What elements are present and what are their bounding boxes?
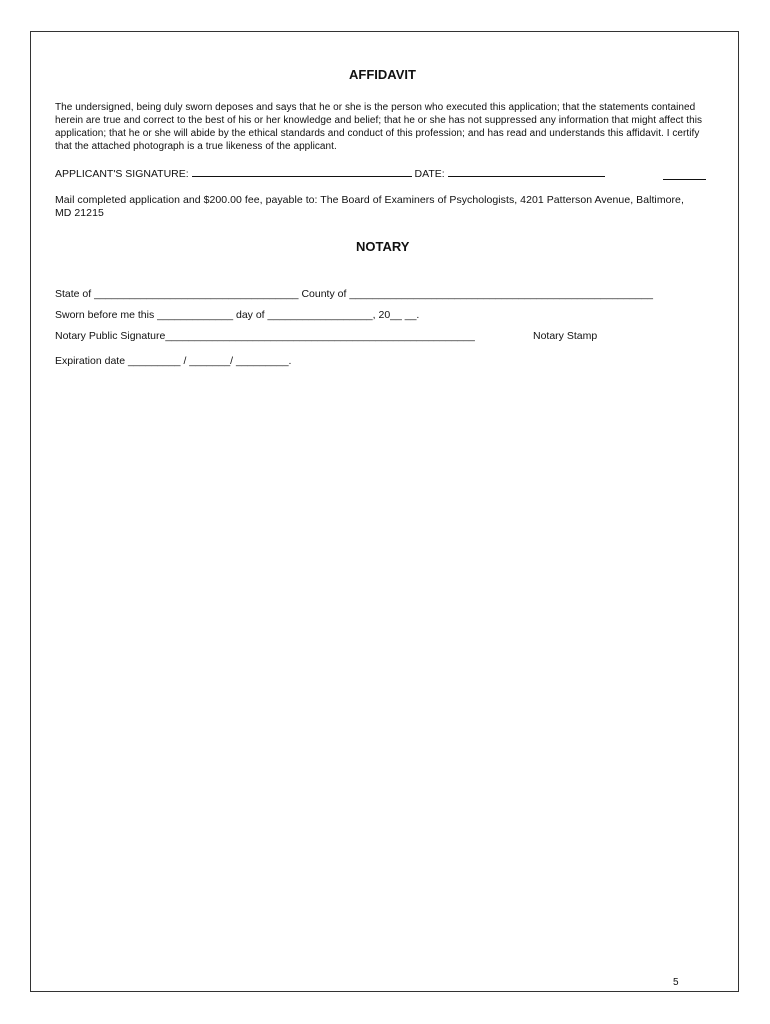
- notary-signature-label: Notary Public Signature: [55, 330, 166, 342]
- day-of-label: day of: [235, 309, 265, 321]
- expiration-field[interactable]: _________ / _______/ _________.: [127, 355, 292, 367]
- page-number: 5: [673, 977, 679, 988]
- expiration-row: [55, 355, 291, 367]
- affidavit-body: The undersigned, being duly sworn deposes and says that he or she is the person who executed this application; that the statements contained herein are true and correct to the best of his or her knowledge and belief; that he or she has not suppressed any information that might affect this application; that he or she will abide by the ethical standards and conduct of this profession; and has read and understands this affidavit. I certify that the attached photograph is a true likeness of the applicant.: [55, 102, 703, 152]
- notary-signature-field[interactable]: _____________________________________________________: [165, 330, 475, 342]
- county-field[interactable]: ____________________________________________________: [349, 288, 653, 300]
- notary-stamp-label: Notary Stamp: [533, 330, 598, 342]
- sworn-day-field[interactable]: _____________: [157, 309, 234, 321]
- state-field[interactable]: ___________________________________: [94, 288, 299, 300]
- month-field[interactable]: __________________: [267, 309, 373, 321]
- notary-signature-row: [55, 330, 475, 342]
- signature-label: APPLICANT'S SIGNATURE:: [55, 168, 189, 180]
- extra-blank-line: [663, 179, 706, 180]
- signature-row: [55, 167, 605, 180]
- county-label: County of: [301, 288, 347, 300]
- signature-field[interactable]: [192, 167, 412, 177]
- state-county-row: [55, 288, 653, 300]
- mail-instructions: Mail completed application and $200.00 fee, payable to: The Board of Examiners of Psychologists, 4201 Patterson Avenue, Baltimore, MD 21215: [55, 194, 684, 219]
- date-label: DATE:: [414, 168, 445, 180]
- year-field[interactable]: , 20__ __.: [372, 309, 420, 321]
- state-label: State of: [55, 288, 92, 300]
- affidavit-title: AFFIDAVIT: [349, 67, 416, 82]
- expiration-label: Expiration date: [55, 355, 126, 367]
- sworn-label: Sworn before me this: [55, 309, 155, 321]
- sworn-row: [55, 309, 419, 321]
- notary-title: NOTARY: [356, 239, 410, 254]
- date-field[interactable]: [448, 167, 605, 177]
